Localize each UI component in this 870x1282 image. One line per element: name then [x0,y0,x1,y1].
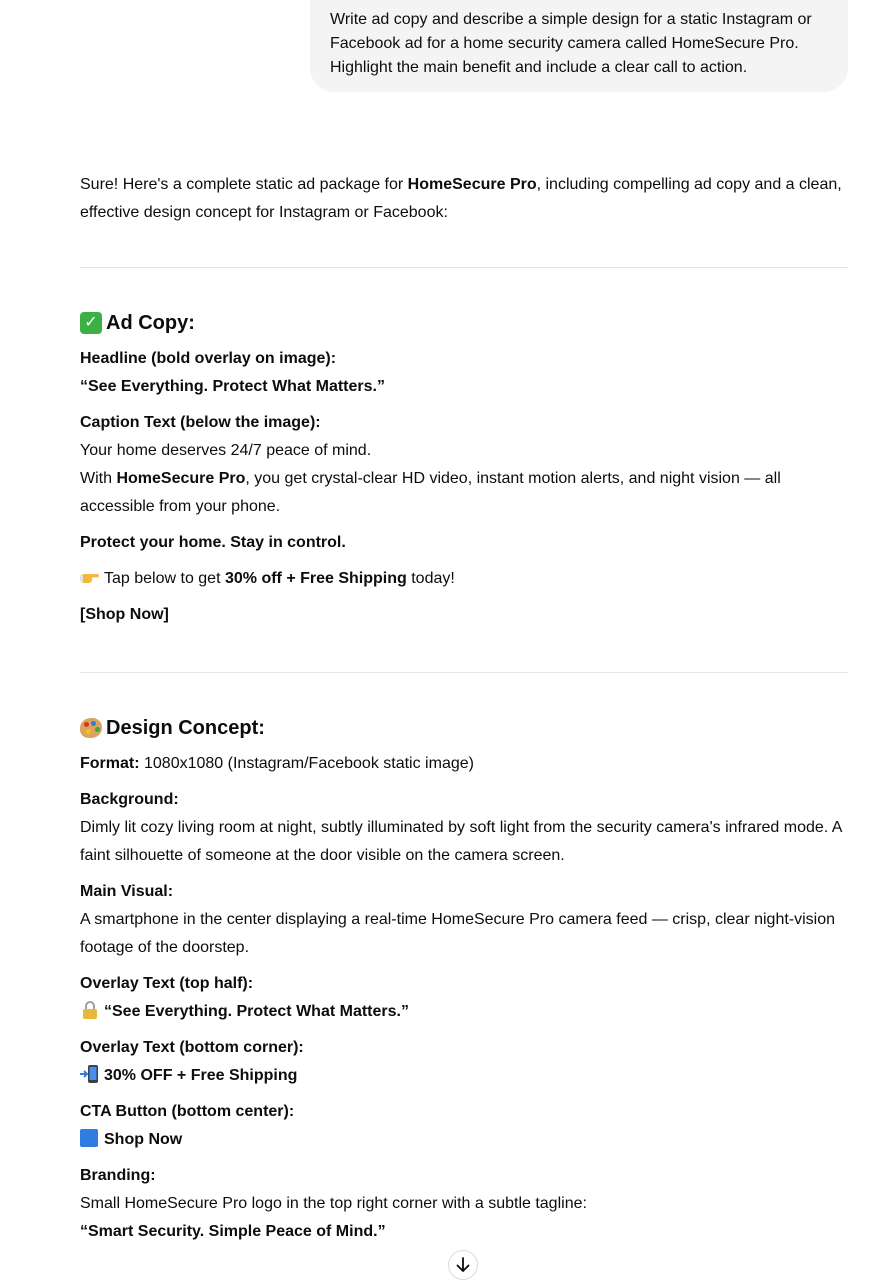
artist-palette-icon [80,718,102,738]
format-line: Format: 1080x1080 (Instagram/Facebook static image) [80,755,474,772]
intro-text-end: , including compelling ad copy and a clean, effective design concept for Instagram or Facebook: [80,176,842,221]
cta-line: Tap below to get 30% off + Free Shipping today! [80,565,848,593]
divider [80,672,848,673]
caption-body: With HomeSecure Pro, you get crystal-clear HD video, instant motion alerts, and night vision — all accessible from your phone. [80,470,781,515]
overlay-top-label: Overlay Text (top half): [80,975,254,992]
user-message-text: Write ad copy and describe a simple design for a static Instagram or Facebook ad for a home security camera called HomeSecure Pro. Highlight the main benefit and include a clear call to action. [330,11,812,76]
background-value: Dimly lit cozy living room at night, subtly illuminated by soft light from the security camera's infrared mode. A faint silhouette of someone at the door visible on the camera screen. [80,819,842,864]
tagline: Protect your home. Stay in control. [80,534,346,551]
headline-label: Headline (bold overlay on image): [80,350,337,367]
branding-label: Branding: [80,1167,156,1184]
design-concept-heading-text: Design Concept: [106,717,265,739]
divider [80,267,848,268]
pointing-hand-icon [80,568,100,586]
main-visual-label: Main Visual: [80,883,174,900]
intro-brand: HomeSecure Pro [407,176,537,193]
caption-label: Caption Text (below the image): [80,414,321,431]
intro-text-start: Sure! Here's a complete static ad package for [80,176,408,193]
shop-now-text: [Shop Now] [80,606,169,623]
background-label: Background: [80,791,179,808]
ad-copy-heading-text: Ad Copy: [106,312,195,334]
cta-button-value: Shop Now [80,1126,848,1154]
blue-square-icon [80,1129,100,1147]
cta-button-label: CTA Button (bottom center): [80,1103,295,1120]
branding-tagline: “Smart Security. Simple Peace of Mind.” [80,1223,386,1240]
ad-copy-heading [80,309,848,337]
check-mark-icon: ✓ [80,312,102,334]
overlay-top-value: “See Everything. Protect What Matters.” [80,998,848,1026]
ad-copy-section [80,309,848,629]
assistant-intro [80,171,848,227]
scroll-to-bottom-button[interactable] [448,1250,478,1280]
branding-value: Small HomeSecure Pro logo in the top right corner with a subtle tagline: [80,1195,587,1212]
intro-paragraph [80,171,848,227]
design-concept-heading [80,714,848,742]
headline-value: “See Everything. Protect What Matters.” [80,378,385,395]
overlay-bottom-value: 30% OFF + Free Shipping [80,1062,848,1090]
caption-line: Your home deserves 24/7 peace of mind. [80,442,372,459]
design-concept-section [80,714,848,1246]
mobile-phone-arrow-icon [80,1065,100,1083]
user-message-bubble [310,0,848,92]
main-visual-value: A smartphone in the center displaying a real-time HomeSecure Pro camera feed — crisp, clear night-vision footage of the doorstep. [80,911,836,956]
overlay-bottom-label: Overlay Text (bottom corner): [80,1039,304,1056]
arrow-down-icon [456,1257,470,1273]
lock-icon [80,1001,100,1019]
